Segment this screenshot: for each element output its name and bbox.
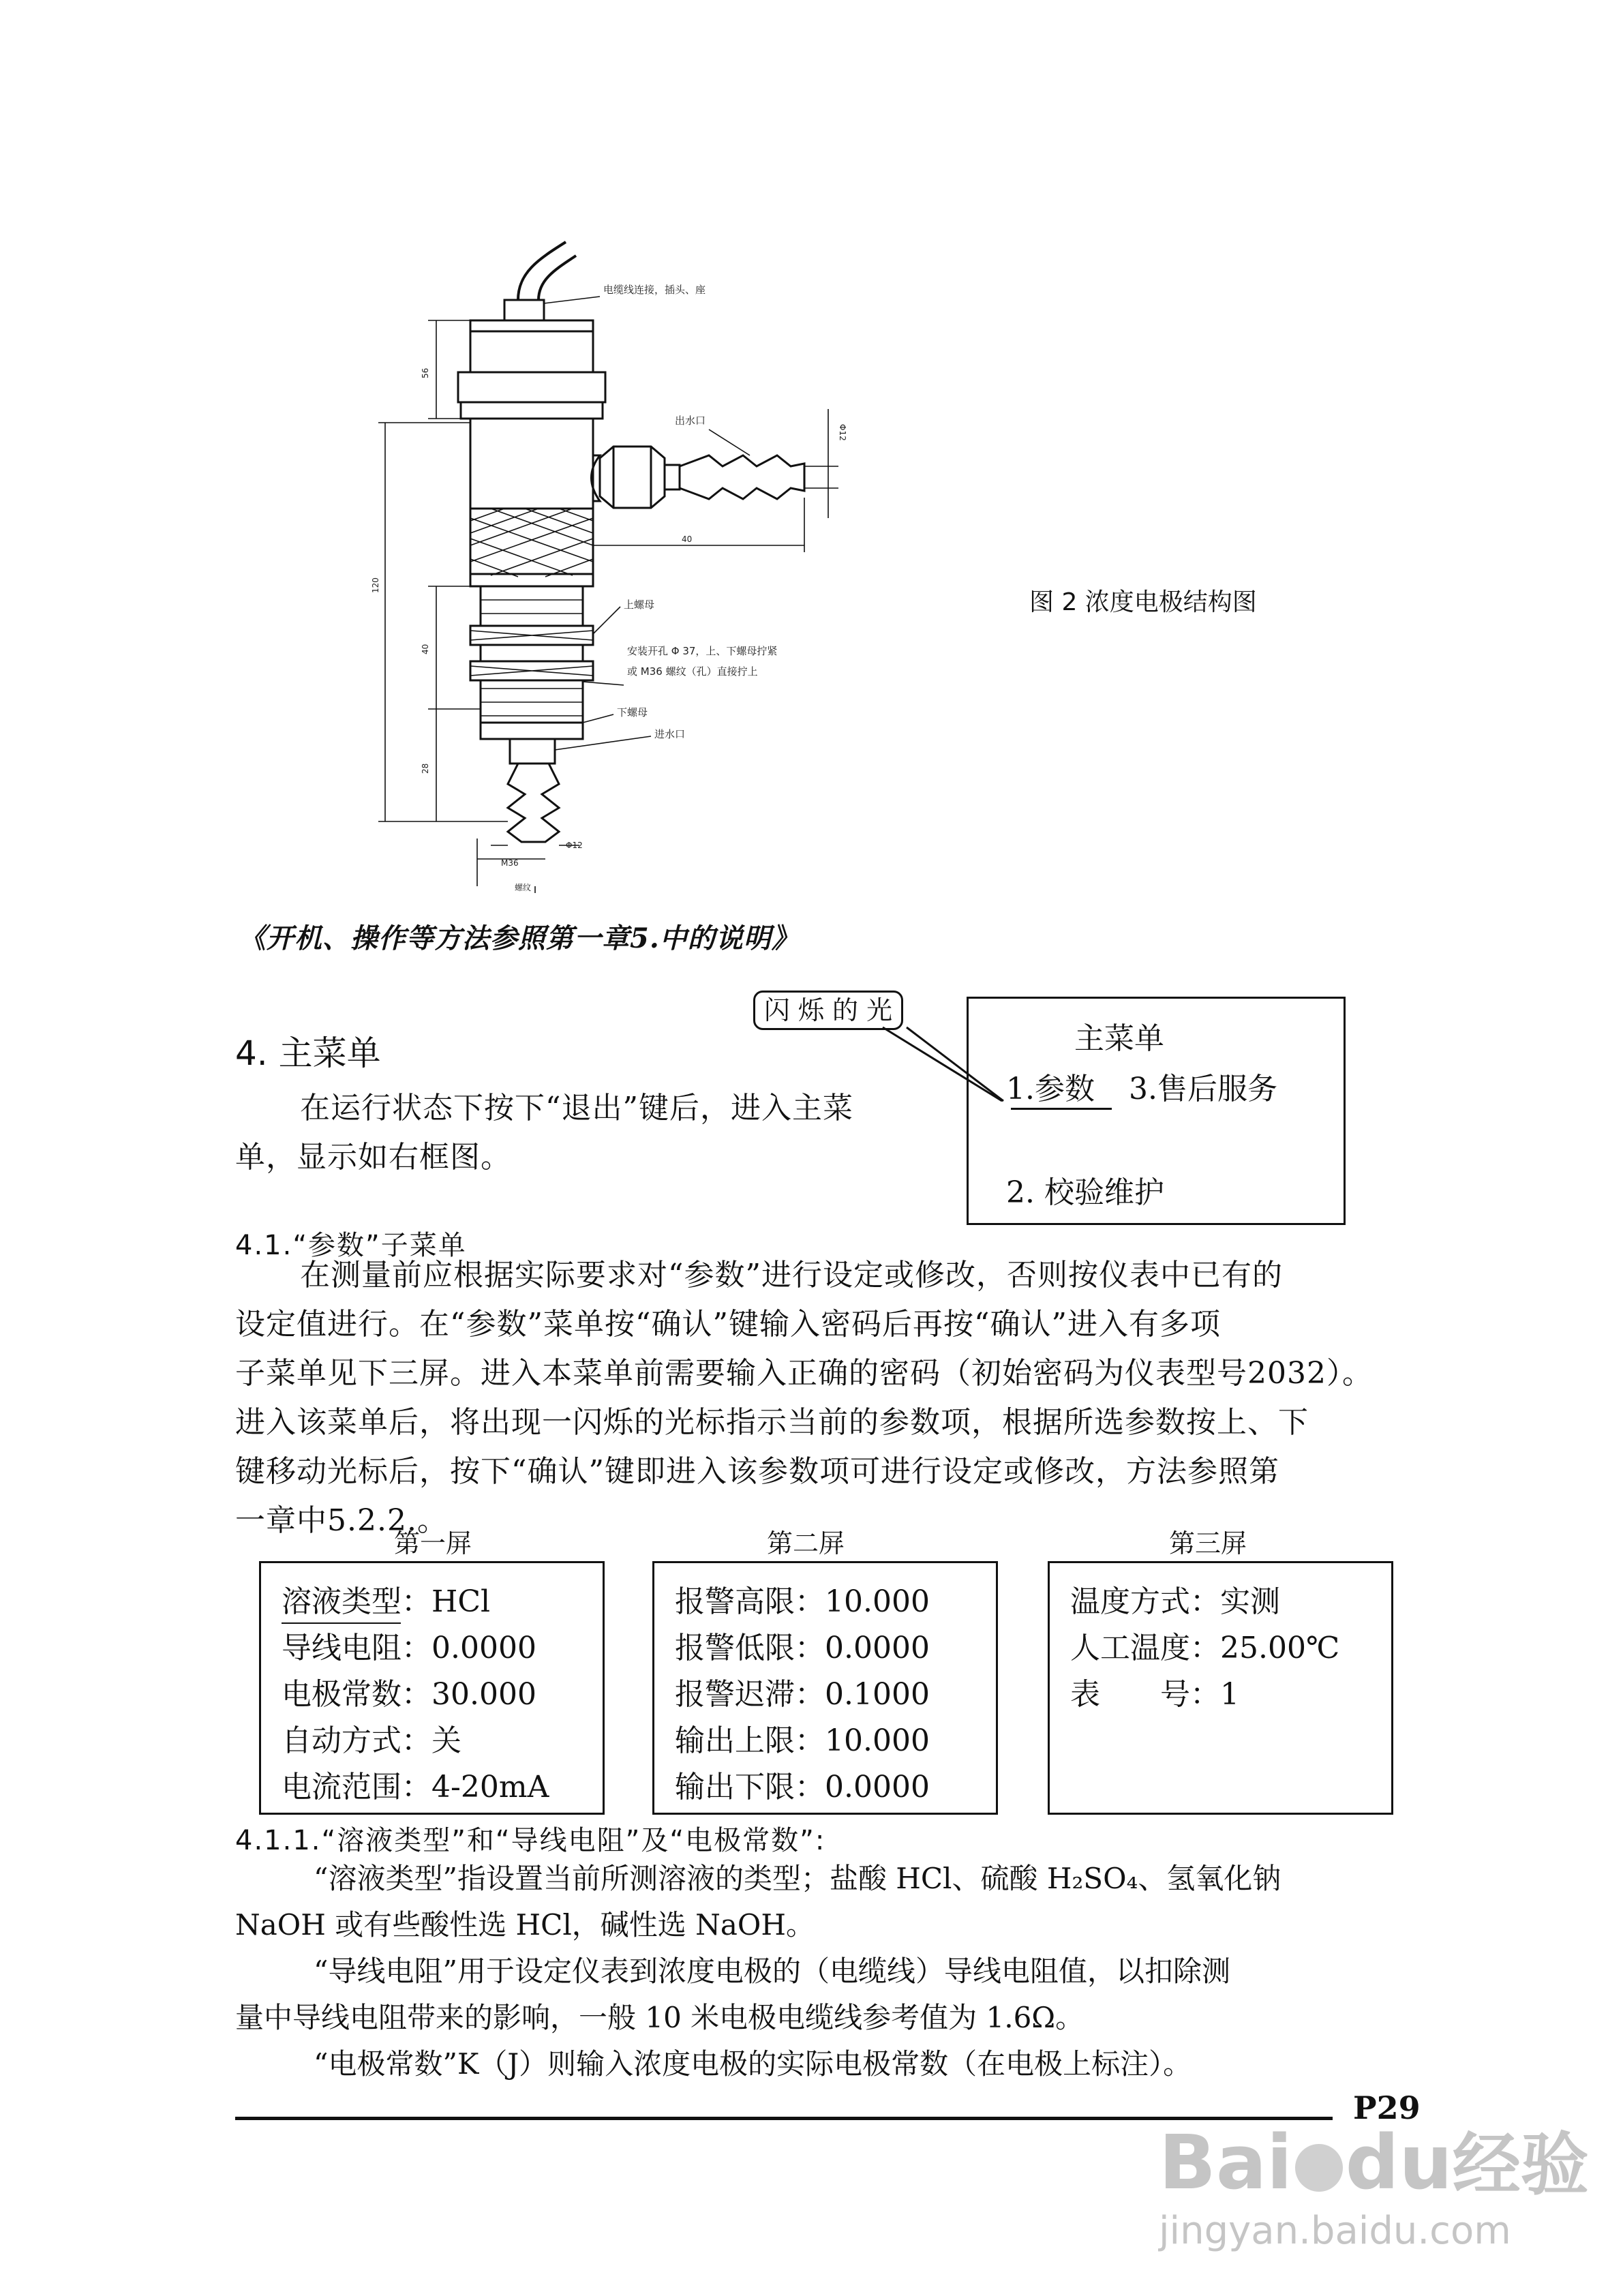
paragraph-line: 子菜单见下三屏。进入本菜单前需要输入正确的密码（初始密码为仪表型号2032）。 [235,1356,1373,1391]
section-4-1-1-body [235,1856,1401,2087]
paragraph-line: 键移动光标后，按下“确认”键即进入该参数项可进行设定或修改，方法参照第 [235,1454,1279,1489]
screen-3-caption: 第三屏 [1169,1528,1247,1558]
watermark-brand2: du [1345,2119,1453,2206]
main-menu-item-params[interactable]: 1.参数 [1006,1072,1095,1106]
dim-phi12-outlet: Φ12 [838,424,847,441]
screen-2-line: 输出上限：10.000 [675,1723,930,1758]
section-4-heading: 4. 主菜单 [235,1033,381,1073]
main-menu-item-calibration[interactable]: 2. 校验维护 [1006,1175,1164,1210]
screen-2-line: 输出下限：0.0000 [675,1770,930,1804]
screen-2-box [652,1561,998,1815]
screen-1-line: 电极常数：30.000 [282,1677,536,1712]
paragraph-line: 一章中5.2.2.。 [235,1503,448,1538]
cursor-underline [1011,1108,1112,1110]
screen-1-line: 电流范围：4-20mA [282,1770,549,1804]
screen-3-line: 人工温度：25.00℃ [1070,1631,1340,1665]
screen-3-box [1048,1561,1393,1815]
label-install-2: 或 M36 螺纹（孔）直接拧上 [627,665,758,678]
electrode-structure-drawing [341,225,859,907]
screen-1-box [259,1561,605,1815]
screen-3-line: 表 号：1 [1070,1677,1239,1712]
screen-1-line: 导线电阻：0.0000 [282,1631,536,1665]
dim-28: 28 [421,763,430,774]
paw-icon [1295,2144,1343,2192]
paragraph-line: 设定值进行。在“参数”菜单按“确认”键输入密码后再按“确认”进入有多项 [235,1307,1221,1342]
dim-phi12-inlet: Φ12 [566,841,583,850]
dim-40-horizontal: 40 [682,534,693,544]
section-4-1-1-heading: 4.1.1.“溶液类型”和“导线电阻”及“电极常数”: [235,1825,826,1856]
label-inlet: 进水口 [654,728,686,740]
page-number: P29 [1353,2089,1421,2126]
body-line: “电极常数”K（J）则输入浓度电极的实际电极常数（在电极上标注）。 [314,2047,1192,2081]
paragraph-line: 进入该菜单后，将出现一闪烁的光标指示当前的参数项，根据所选参数按上、下 [235,1405,1309,1440]
screen-2-line: 报警高限：10.000 [675,1584,930,1619]
body-line: “溶液类型”指设置当前所测溶液的类型；盐酸 HCl、硫酸 H₂SO₄、氢氧化钠 [314,1862,1281,1895]
label-outlet: 出水口 [675,414,706,427]
main-menu-box [967,997,1346,1225]
screen-2-line: 报警迟滞：0.1000 [675,1677,930,1712]
body-line: NaOH 或有些酸性选 HCl，碱性选 NaOH。 [235,1908,815,1942]
label-install-1: 安装开孔 Φ 37，上、下螺母拧紧 [627,645,778,657]
label-upper-nut: 上螺母 [624,599,655,611]
label-cable: 电缆线连接，插头、座 [603,284,706,296]
callout-blinking-cursor [753,991,903,1030]
section-4-paragraph: 在运行状态下按下“退出”键后，进入主菜单，显示如右框图。 [235,1091,853,1175]
section-4-1-heading: 4.1.“参数”子菜单 [235,1230,467,1261]
screen-2-line: 报警低限：0.0000 [675,1631,930,1665]
main-menu-item-service[interactable]: 3.售后服务 [1129,1072,1277,1106]
screen-1-line: 自动方式：关 [282,1723,461,1758]
label-lower-nut: 下螺母 [617,706,648,719]
callout-text: 闪 烁 的 光 [763,995,893,1025]
dim-m36: M36 [501,858,519,868]
paragraph-line: 在测量前应根据实际要求对“参数”进行设定或修改，否则按仪表中已有的 [300,1258,1283,1293]
cursor-underline [282,1622,401,1624]
screen-3-line: 温度方式：实测 [1070,1584,1280,1619]
screen-2-caption: 第二屏 [767,1528,845,1558]
body-line: “导线电阻”用于设定仪表到浓度电极的（电缆线）导线电阻值，以扣除测 [314,1954,1230,1988]
screen-1-line: 溶液类型：HCl [282,1584,491,1619]
baidu-watermark-logo [1159,2110,1589,2208]
watermark-brand: Bai [1159,2119,1292,2206]
watermark-jingyan: 经验 [1452,2125,1589,2205]
body-line: 量中导线电阻带来的影响，一般 10 米电极电缆线参考值为 1.6Ω。 [235,2001,1084,2034]
dim-40-vertical: 40 [421,644,430,654]
watermark-url: jingyan.baidu.com [1159,2209,1511,2253]
operation-note: 《开机、操作等方法参照第一章5.中的说明》 [239,922,800,954]
figure-caption: 图 2 浓度电极结构图 [1029,588,1257,616]
main-menu-title: 主菜单 [1074,1021,1164,1056]
dim-thread: 螺纹 [515,883,532,892]
dim-120: 120 [371,577,380,593]
section-4-1-paragraph [235,1251,1401,1545]
screen-1-caption: 第一屏 [394,1528,472,1558]
dim-56: 56 [421,367,430,378]
